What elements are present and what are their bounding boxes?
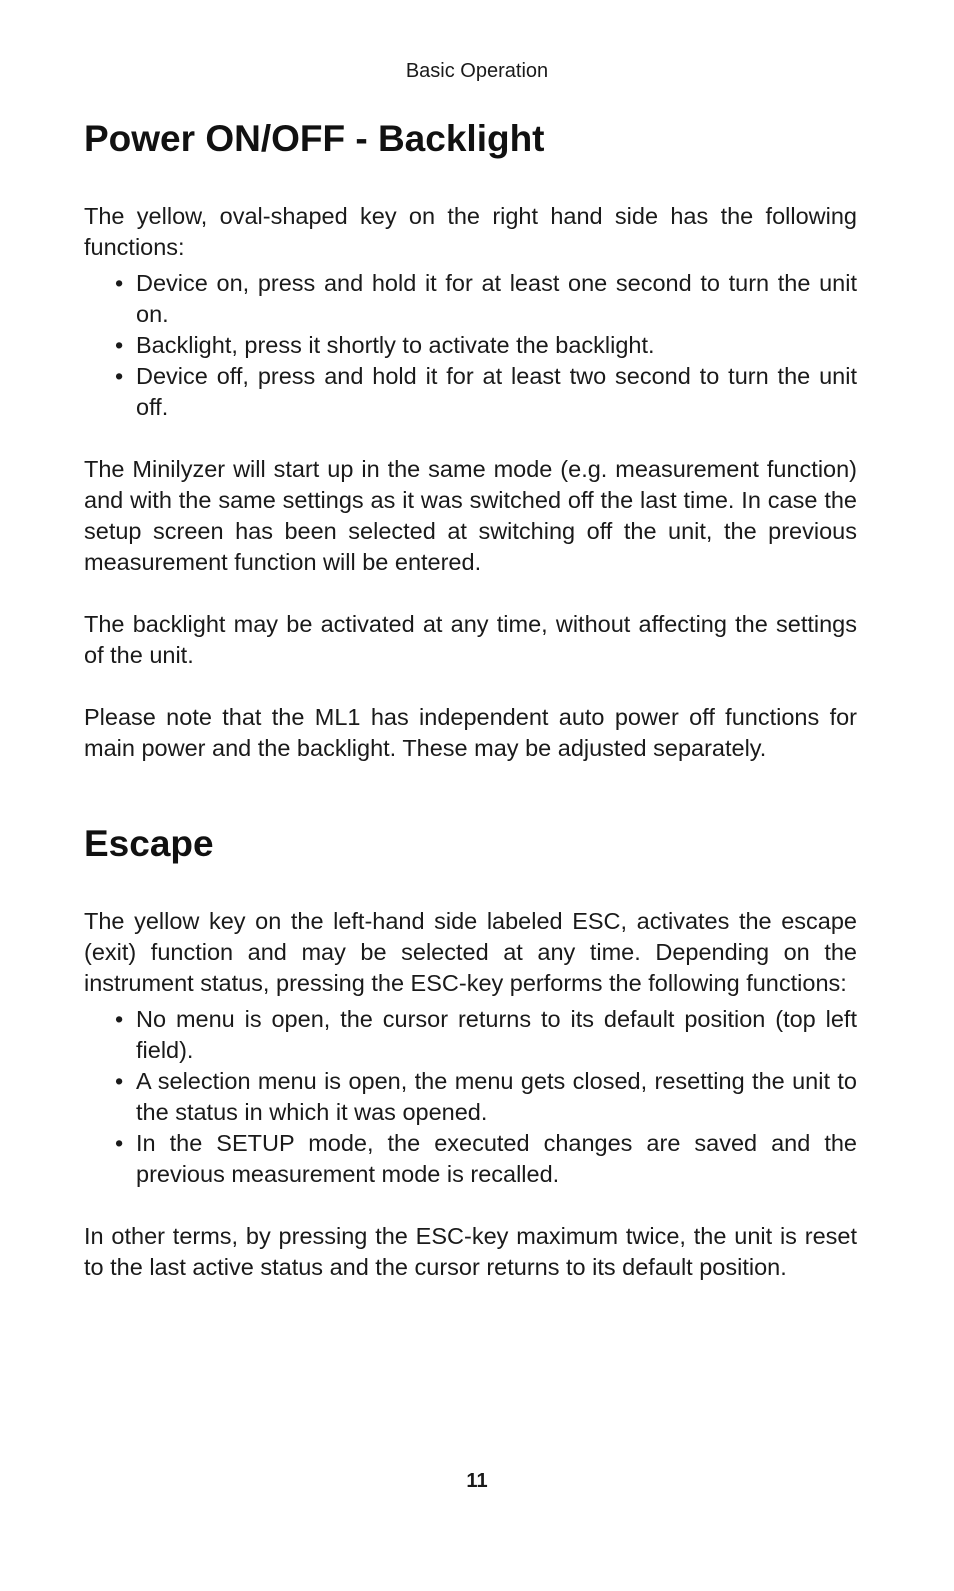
section-escape bbox=[84, 820, 857, 1283]
bullet-list bbox=[84, 1004, 857, 1190]
section-power-backlight bbox=[84, 115, 857, 764]
list-item bbox=[84, 268, 857, 330]
bullet-list bbox=[84, 268, 857, 423]
list-item bbox=[84, 361, 857, 423]
bullet-icon: • bbox=[115, 332, 124, 358]
list-item-text: In the SETUP mode, the executed changes are saved and the previous measurement mode is recalled. bbox=[136, 1130, 857, 1187]
paragraph: The Minilyzer will start up in the same mode (e.g. measurement function) and with the same settings as it was switched off the last time. In case the setup screen has been selected at switching off the unit, the previous measurement function will be entered. bbox=[84, 456, 857, 575]
list-item-text: No menu is open, the cursor returns to its default position (top left field). bbox=[136, 1006, 857, 1063]
paragraph: Please note that the ML1 has independent auto power off functions for main power and the backlight. These may be adjusted separately. bbox=[84, 704, 857, 761]
list-item-text: Device off, press and hold it for at least two second to turn the unit off. bbox=[136, 363, 857, 420]
list-item-text: A selection menu is open, the menu gets closed, resetting the unit to the status in which it was opened. bbox=[136, 1068, 857, 1125]
list-item-text: Device on, press and hold it for at least one second to turn the unit on. bbox=[136, 270, 857, 327]
bullet-icon: • bbox=[115, 1130, 124, 1156]
bullet-icon: • bbox=[115, 1006, 124, 1032]
page-number: 11 bbox=[466, 1470, 488, 1492]
running-header: Basic Operation bbox=[405, 60, 549, 82]
section-intro: The yellow key on the left-hand side labeled ESC, activates the escape (exit) function and may be selected at any time. Depending on the instrument status, pressing the ESC-key performs the following functions: bbox=[84, 908, 857, 996]
section-heading: Power ON/OFF - Backlight bbox=[84, 118, 545, 159]
list-item bbox=[84, 330, 857, 361]
section-intro: The yellow, oval-shaped key on the right hand side has the following functions: bbox=[84, 203, 857, 260]
paragraph: In other terms, by pressing the ESC-key maximum twice, the unit is reset to the last active status and the cursor returns to its default position. bbox=[84, 1223, 857, 1280]
list-item-text: Backlight, press it shortly to activate the backlight. bbox=[136, 332, 655, 358]
list-item bbox=[84, 1128, 857, 1190]
section-heading: Escape bbox=[84, 823, 214, 864]
bullet-icon: • bbox=[115, 363, 124, 389]
bullet-icon: • bbox=[115, 270, 124, 296]
paragraph: The backlight may be activated at any time, without affecting the settings of the unit. bbox=[84, 611, 857, 668]
list-item bbox=[84, 1066, 857, 1128]
bullet-icon: • bbox=[115, 1068, 124, 1094]
list-item bbox=[84, 1004, 857, 1066]
